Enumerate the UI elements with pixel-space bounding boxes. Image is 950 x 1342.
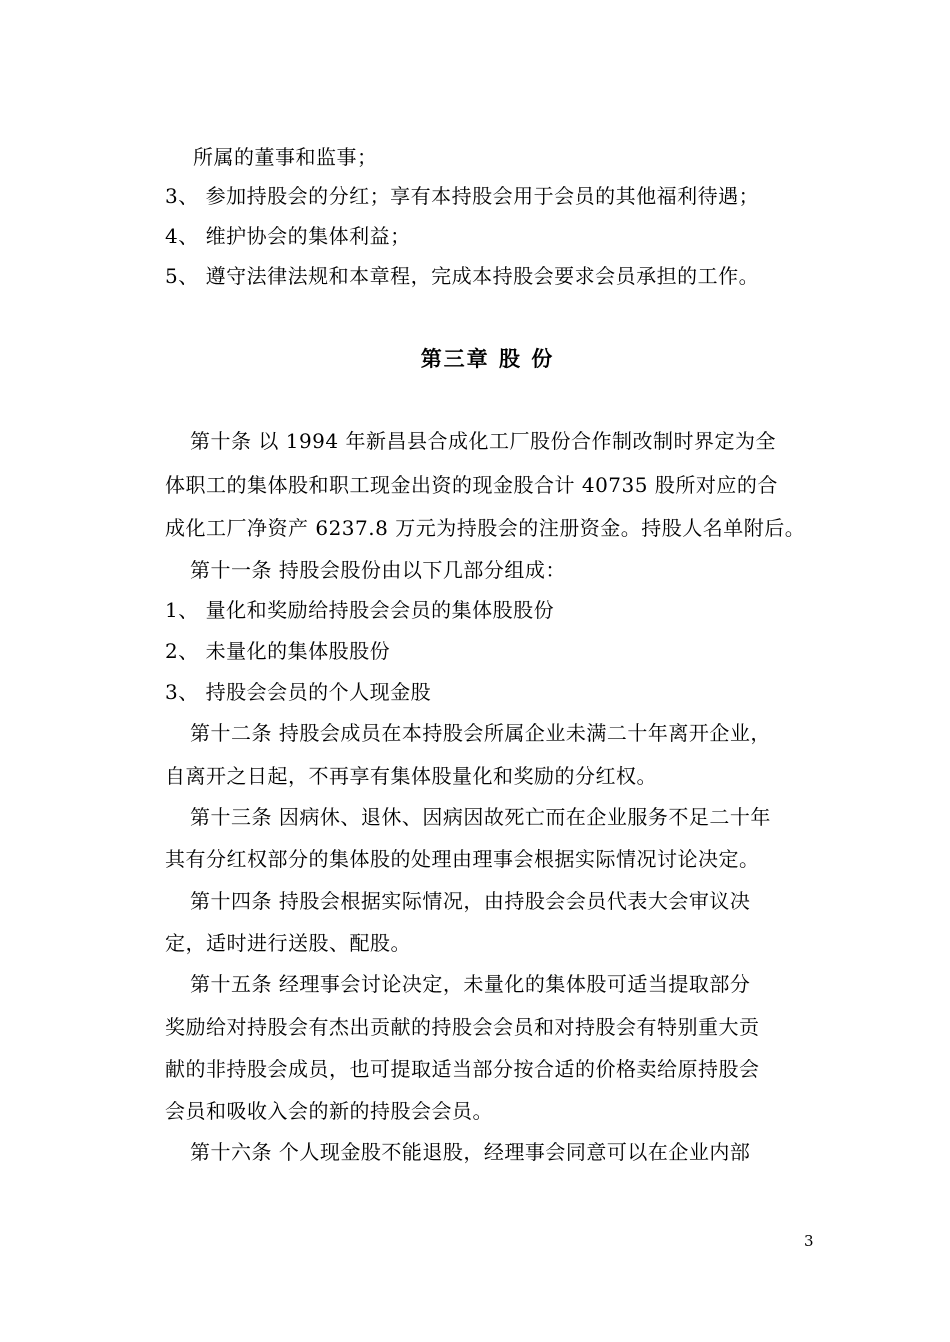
paragraph-line: 第十条 以 1994 年新昌县合成化工厂股份合作制改制时界定为全	[190, 429, 776, 453]
paragraph-line: 会员和吸收入会的新的持股会会员。	[165, 1099, 493, 1123]
paragraph-line: 第十三条 因病休、退休、因病因故死亡而在企业服务不足二十年	[190, 805, 771, 829]
list-item: 3、 持股会会员的个人现金股	[165, 680, 432, 704]
chapter-title: 第三章 股 份	[420, 346, 555, 371]
paragraph-line: 定，适时进行送股、配股。	[165, 931, 411, 955]
list-item: 3、 参加持股会的分红；享有本持股会用于会员的其他福利待遇；	[165, 184, 760, 208]
paragraph-line: 其有分红权部分的集体股的处理由理事会根据实际情况讨论决定。	[165, 847, 760, 871]
list-item: 2、 未量化的集体股股份	[165, 639, 391, 663]
paragraph-line: 第十五条 经理事会讨论决定，未量化的集体股可适当提取部分	[190, 972, 751, 996]
paragraph-line: 第十四条 持股会根据实际情况，由持股会会员代表大会审议决	[190, 889, 751, 913]
text-line: 所属的董事和监事；	[193, 145, 378, 169]
paragraph-line: 奖励给对持股会有杰出贡献的持股会会员和对持股会有特别重大贡	[165, 1015, 760, 1039]
paragraph-line: 自离开之日起，不再享有集体股量化和奖励的分红权。	[165, 764, 657, 788]
paragraph-line: 成化工厂净资产 6237.8 万元为持股会的注册资金。持股人名单附后。	[165, 516, 806, 540]
list-item: 5、 遵守法律法规和本章程，完成本持股会要求会员承担的工作。	[165, 264, 760, 288]
paragraph-line: 献的非持股会成员，也可提取适当部分按合适的价格卖给原持股会	[165, 1057, 760, 1081]
list-item: 4、 维护协会的集体利益；	[165, 224, 411, 248]
paragraph-line: 第十一条 持股会股份由以下几部分组成：	[190, 558, 566, 582]
paragraph-line: 第十六条 个人现金股不能退股，经理事会同意可以在企业内部	[190, 1140, 751, 1164]
paragraph-line: 第十二条 持股会成员在本持股会所属企业未满二十年离开企业，	[190, 721, 771, 745]
page-number: 3	[804, 1232, 814, 1250]
paragraph-line: 体职工的集体股和职工现金出资的现金股合计 40735 股所对应的合	[165, 473, 778, 497]
list-item: 1、 量化和奖励给持股会会员的集体股股份	[165, 598, 555, 622]
